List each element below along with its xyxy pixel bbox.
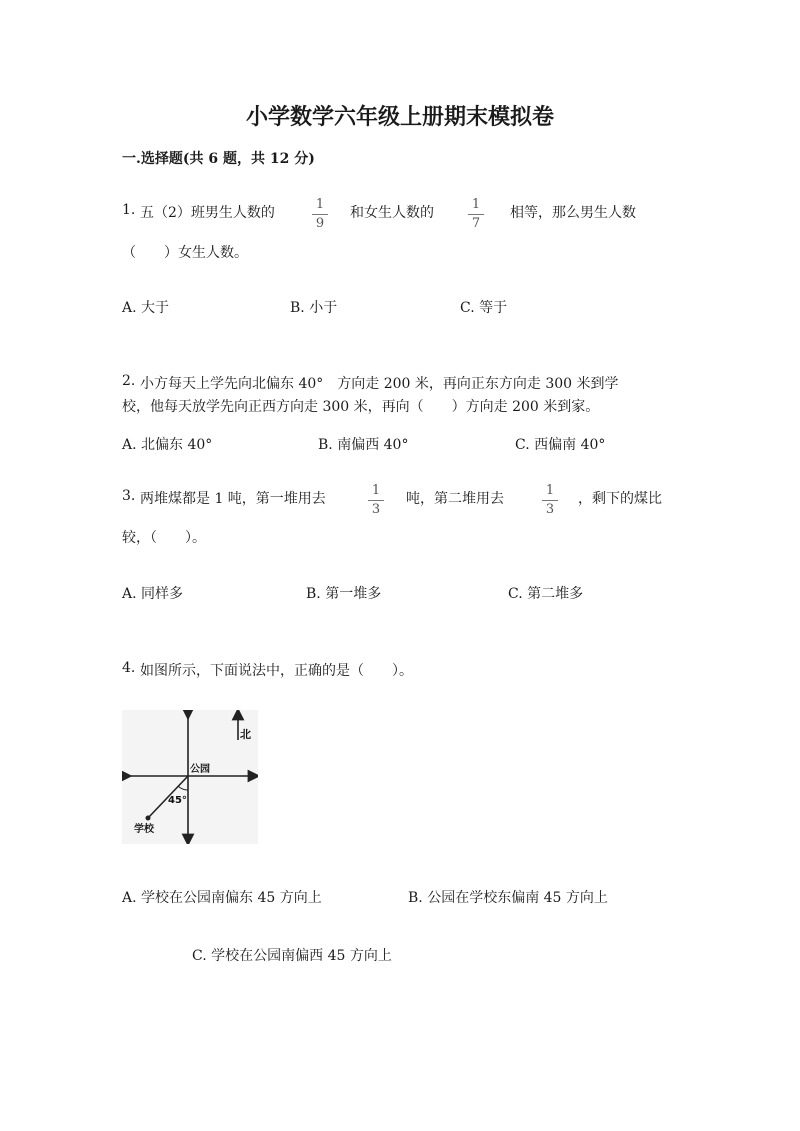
numerator: 1 [371, 483, 381, 498]
fraction [366, 484, 386, 516]
question-text: 两堆煤都是 1 吨，第一堆用去 [140, 491, 326, 507]
fraction-bar [312, 214, 328, 215]
north-label: 北 [240, 728, 251, 741]
denominator: 3 [545, 502, 555, 517]
option-c[interactable]: C. 第二堆多 [508, 586, 584, 602]
question-text: （ ）女生人数。 [122, 245, 248, 261]
school-label: 学校 [134, 824, 154, 835]
option-b[interactable]: B. 公园在学校东偏南 45 方向上 [408, 890, 608, 906]
fraction-bar [368, 500, 384, 501]
denominator: 9 [315, 216, 325, 231]
denominator: 7 [471, 216, 481, 231]
direction-diagram [122, 710, 258, 844]
park-label: 公园 [190, 764, 210, 775]
option-a[interactable]: A. 同样多 [122, 586, 184, 602]
fraction [540, 484, 560, 516]
numerator: 1 [471, 197, 481, 212]
numerator: 1 [545, 483, 555, 498]
question-text: 校，他每天放学先向正西方向走 300 米，再向（ ）方向走 200 米到家。 [122, 399, 600, 415]
question-number: 3. [122, 488, 136, 504]
option-a[interactable]: A. 学校在公园南偏东 45 方向上 [122, 890, 322, 906]
question-text: ，剩下的煤比 [578, 491, 662, 507]
angle-label: 45° [168, 795, 187, 806]
option-b[interactable]: B. 第一堆多 [306, 586, 382, 602]
denominator: 3 [371, 502, 381, 517]
question-number: 4. [122, 660, 136, 676]
fraction-bar [468, 214, 484, 215]
numerator: 1 [315, 197, 325, 212]
option-c[interactable]: C. 西偏南 40° [515, 437, 606, 453]
option-c[interactable]: C. 等于 [460, 300, 508, 316]
question-text: 如图所示，下面说法中，正确的是（ ）。 [140, 663, 413, 679]
question-text: 五（2）班男生人数的 [140, 205, 275, 221]
school-point [146, 816, 151, 821]
angle-arc [178, 786, 188, 790]
section-heading: 一.选择题(共 6 题，共 12 分) [122, 151, 315, 167]
option-b[interactable]: B. 小于 [290, 300, 338, 316]
question-number: 2. [122, 373, 136, 389]
page-title: 小学数学六年级上册期末模拟卷 [245, 104, 554, 130]
question-text: 小方每天上学先向北偏东 40° 方向走 200 米，再向正东方向走 300 米到学 [140, 376, 619, 392]
fraction [310, 198, 330, 230]
question-text: 吨，第二堆用去 [406, 491, 504, 507]
option-b[interactable]: B. 南偏西 40° [318, 437, 409, 453]
option-a[interactable]: A. 北偏东 40° [122, 437, 213, 453]
fraction-bar [542, 500, 558, 501]
fraction [466, 198, 486, 230]
option-a[interactable]: A. 大于 [122, 300, 170, 316]
option-c[interactable]: C. 学校在公园南偏西 45 方向上 [192, 948, 392, 964]
question-text: 和女生人数的 [350, 205, 434, 221]
direction-figure [122, 710, 258, 844]
question-text: 相等，那么男生人数 [510, 205, 636, 221]
question-text: 较，（ ）。 [122, 530, 206, 546]
question-number: 1. [122, 202, 136, 218]
